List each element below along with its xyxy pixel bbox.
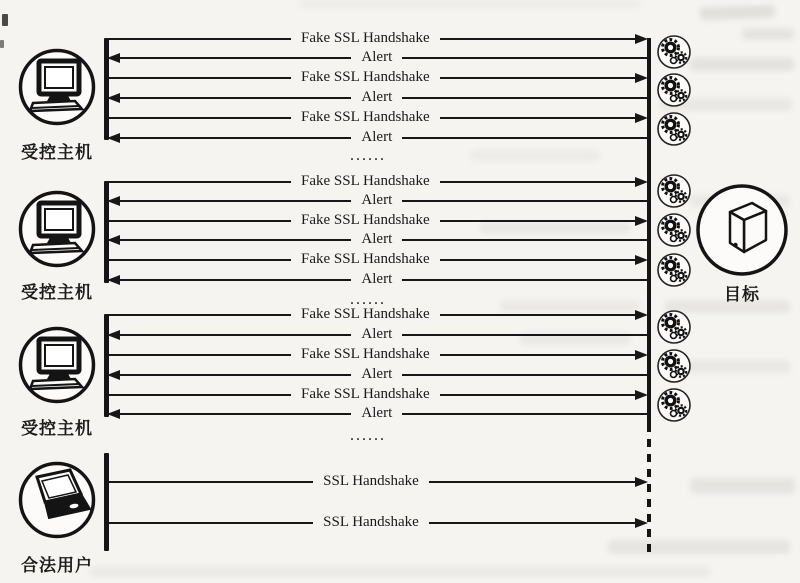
message-label: SSL Handshake <box>323 513 419 530</box>
user-lifeline <box>104 453 109 551</box>
message-label: Fake SSL Handshake <box>301 108 430 125</box>
arrowhead-left-icon <box>107 330 120 340</box>
message-alert <box>107 50 648 66</box>
message-label: Fake SSL Handshake <box>301 250 430 267</box>
laptop-icon <box>18 461 96 539</box>
scan-artifact <box>608 540 790 554</box>
message-fake-ssl-handshake <box>107 31 648 47</box>
desktop-computer-icon <box>18 190 96 268</box>
arrowhead-right-icon <box>635 518 648 528</box>
scan-artifact <box>300 0 640 8</box>
message-fake-ssl-handshake <box>107 174 648 190</box>
arrowhead-right-icon <box>635 390 648 400</box>
message-label: Alert <box>361 325 393 342</box>
arrowhead-left-icon <box>107 235 120 245</box>
message-fake-ssl-handshake <box>107 307 648 323</box>
message-fake-ssl-handshake <box>107 252 648 268</box>
gears-icon <box>656 111 692 147</box>
ellipsis: ...... <box>350 147 386 164</box>
target-label: 目标 <box>724 285 760 304</box>
scan-artifact <box>742 28 794 40</box>
gears-icon <box>656 34 692 70</box>
message-label: Alert <box>361 230 393 247</box>
message-label: Fake SSL Handshake <box>301 305 430 322</box>
arrowhead-left-icon <box>107 53 120 63</box>
ellipsis: ...... <box>350 427 386 444</box>
message-alert <box>107 193 648 209</box>
gears-icon <box>656 348 692 384</box>
message-label: Alert <box>361 128 393 145</box>
message-alert <box>107 130 648 146</box>
arrowhead-right-icon <box>635 255 648 265</box>
host3-label: 受控主机 <box>21 419 93 438</box>
message-label: Alert <box>361 88 393 105</box>
message-label: Fake SSL Handshake <box>301 172 430 189</box>
scan-artifact <box>470 150 600 161</box>
arrowhead-right-icon <box>635 113 648 123</box>
message-label: Alert <box>361 48 393 65</box>
arrowhead-left-icon <box>107 133 120 143</box>
scan-artifact <box>0 40 4 48</box>
message-label: Fake SSL Handshake <box>301 211 430 228</box>
arrowhead-left-icon <box>107 93 120 103</box>
arrowhead-right-icon <box>635 477 648 487</box>
arrowhead-left-icon <box>107 370 120 380</box>
arrowhead-right-icon <box>635 350 648 360</box>
scan-artifact <box>690 478 795 494</box>
gears-icon <box>656 252 692 288</box>
host1-label: 受控主机 <box>21 143 93 162</box>
arrowhead-right-icon <box>635 216 648 226</box>
arrowhead-right-icon <box>635 34 648 44</box>
gears-icon <box>656 212 692 248</box>
scan-artifact <box>700 5 775 21</box>
message-label: Alert <box>361 270 393 287</box>
ellipsis: ...... <box>350 291 386 308</box>
message-label: SSL Handshake <box>323 472 419 489</box>
gears-icon <box>656 72 692 108</box>
message-alert <box>107 272 648 288</box>
message-label: Fake SSL Handshake <box>301 68 430 85</box>
message-alert <box>107 232 648 248</box>
arrowhead-left-icon <box>107 196 120 206</box>
target-access-line-dashed <box>647 424 651 557</box>
scan-artifact <box>680 360 790 373</box>
message-label: Fake SSL Handshake <box>301 29 430 46</box>
gears-icon <box>656 387 692 423</box>
message-fake-ssl-handshake <box>107 213 648 229</box>
arrowhead-right-icon <box>635 177 648 187</box>
message-fake-ssl-handshake <box>107 70 648 86</box>
message-label: Alert <box>361 365 393 382</box>
message-alert <box>107 327 648 343</box>
gears-icon <box>656 173 692 209</box>
scan-artifact <box>2 14 8 26</box>
message-fake-ssl-handshake <box>107 110 648 126</box>
message-label: Alert <box>361 404 393 421</box>
host2-label: 受控主机 <box>21 283 93 302</box>
message-alert <box>107 367 648 383</box>
message-label: Fake SSL Handshake <box>301 385 430 402</box>
scan-artifact <box>690 58 794 71</box>
message-ssl-handshake <box>107 515 648 531</box>
message-alert <box>107 406 648 422</box>
desktop-computer-icon <box>18 326 96 404</box>
server-box-icon <box>692 180 792 280</box>
arrowhead-right-icon <box>635 73 648 83</box>
gears-icon <box>656 309 692 345</box>
legitimate-user-label: 合法用户 <box>21 556 93 575</box>
desktop-computer-icon <box>18 48 96 126</box>
message-alert <box>107 90 648 106</box>
message-ssl-handshake <box>107 474 648 490</box>
message-fake-ssl-handshake <box>107 347 648 363</box>
message-label: Alert <box>361 191 393 208</box>
arrowhead-left-icon <box>107 275 120 285</box>
message-fake-ssl-handshake <box>107 387 648 403</box>
message-label: Fake SSL Handshake <box>301 345 430 362</box>
scan-artifact <box>90 566 710 577</box>
arrowhead-right-icon <box>635 310 648 320</box>
arrowhead-left-icon <box>107 409 120 419</box>
